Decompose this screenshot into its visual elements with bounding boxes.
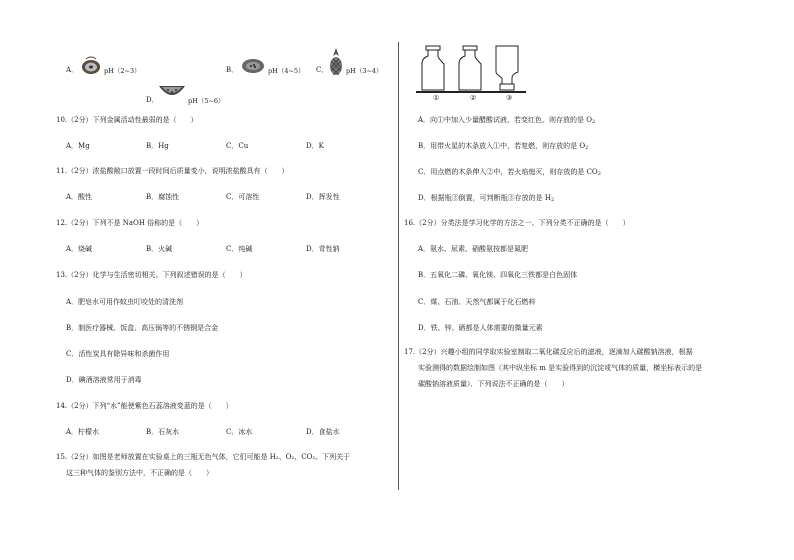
gas-bottles-diagram [416,44,528,96]
bottle-label-3: ③ [506,94,513,102]
q16-option-c: C．煤、石油、天然气都属于化石燃料 [418,298,536,306]
column-divider [398,42,399,490]
q17-stem-line2: 实验测得的数据绘制如图（其中纵坐标 m 是实验得到的沉淀或气体的质量，横坐标表示的是 [418,364,703,372]
q15-option-d: D．根据瓶③倒置，可判断瓶③存放的是 $H_2$ [418,194,555,203]
q11-option-b: B．腐蚀性 [146,193,180,201]
q17-stem-line3: 碳酸钠溶液质量）．下列说法不正确的是（ ） [418,380,569,388]
table-shelf [416,91,526,93]
q17-stem-line1: 17.（2分）兴趣小组的同学取实验室制取二氧化碳反应后的滤液，逐滴加入碳酸钠溶液，根据 [404,348,693,356]
q9-option-b-ph: pH（4~5） [268,67,305,75]
q12-stem: 12.（2分）下列不是 NaOH 俗称的是（ ） [56,219,204,227]
q16-option-b: B．五氧化二磷、氧化镁、四氧化三铁都是白色固体 [418,271,578,279]
q9-option-c-letter: C． [316,66,329,74]
q14-option-a: A．柠檬水 [66,428,100,436]
q14-option-b: B．石灰水 [146,428,180,436]
papaya-image [240,55,266,75]
bottle-label-1: ① [433,94,440,102]
q10-option-c: C．Cu [226,142,249,150]
q12-option-d: D．苛性钠 [306,245,340,253]
q13-stem: 13.（2分）化学与生活密切相关。下列叙述错误的是（ ） [56,271,247,279]
q14-option-d: D．食盐水 [306,428,340,436]
q14-stem: 14.（2分）下列“水”能使紫色石蕊溶液变蓝的是（ ） [56,402,233,410]
q11-option-a: A．酸性 [66,193,93,201]
q10-option-b: B．Hg [146,142,169,150]
q16-option-a: A．氨水、尿素、硝酸氨按都是氮肥 [418,245,529,253]
q11-stem: 11.（2分）浓盐酸敞口放置一段时间后质量变小，说明浓盐酸具有（ ） [56,167,289,175]
q9-option-c-ph: pH（3~4） [346,67,383,75]
q9-option-d-letter: D． [146,96,159,104]
watermelon-image [158,82,186,100]
q15-stem-line2: 这三种气体的鉴别方法中，不正确的是（ ） [66,469,213,477]
q12-option-c: C．纯碱 [226,245,253,253]
q9-option-b-letter: B． [226,66,239,74]
q16-stem: 16.（2分）分类法是学习化学的方法之一。下列分类不正确的是（ ） [404,219,630,227]
bottle-label-2: ② [470,94,477,102]
q9-option-a-letter: A． [66,66,79,74]
q13-option-a: A．肥皂水可用作蚊虫叮咬处的清洗剂 [66,298,184,306]
q12-option-a: A．烧碱 [66,245,93,253]
q11-option-c: C．可溶性 [226,193,260,201]
q10-stem: 10.（2分）下列金属活动性最弱的是（ ） [56,116,198,124]
kiwi-image [80,55,102,75]
pineapple-image [328,48,344,76]
q13-option-d: D．碘酒溶液常用于消毒 [66,376,142,384]
q13-option-b: B．制医疗器械、饭盒、高压锅等的不锈钢是合金 [66,324,219,332]
q9-option-d-ph: pH（5~6） [188,97,225,105]
q13-option-c: C．活性炭具有除异味和杀菌作用 [66,350,170,358]
q15-stem-line1: 15.（2分）如图是老师放置在实验桌上的三瓶无色气体，它们可能是 H₂、O₂、CO₂。下列关于 [56,453,351,461]
q12-option-b: B．火碱 [146,245,173,253]
q11-option-d: D．挥发性 [306,193,340,201]
q15-option-c: C．用点燃的木条伸入②中，若火焰熄灭，则存放的是 $CO_2$ [418,168,601,177]
q14-option-c: C．冰水 [226,428,253,436]
q16-option-d: D．铁、锌、硒都是人体需要的微量元素 [418,324,543,332]
q15-option-a: A．向①中加入少量醋酸试液，若变红色，则存放的是 $O_2$ [418,116,596,125]
q9-option-a-ph: pH（2~3） [104,67,141,75]
q10-option-a: A．Mg [66,142,90,150]
q15-option-b: B．用带火星的木条放入①中，若复燃，则存放的是 $O_2$ [418,142,589,151]
q10-option-d: D．K [306,142,324,150]
